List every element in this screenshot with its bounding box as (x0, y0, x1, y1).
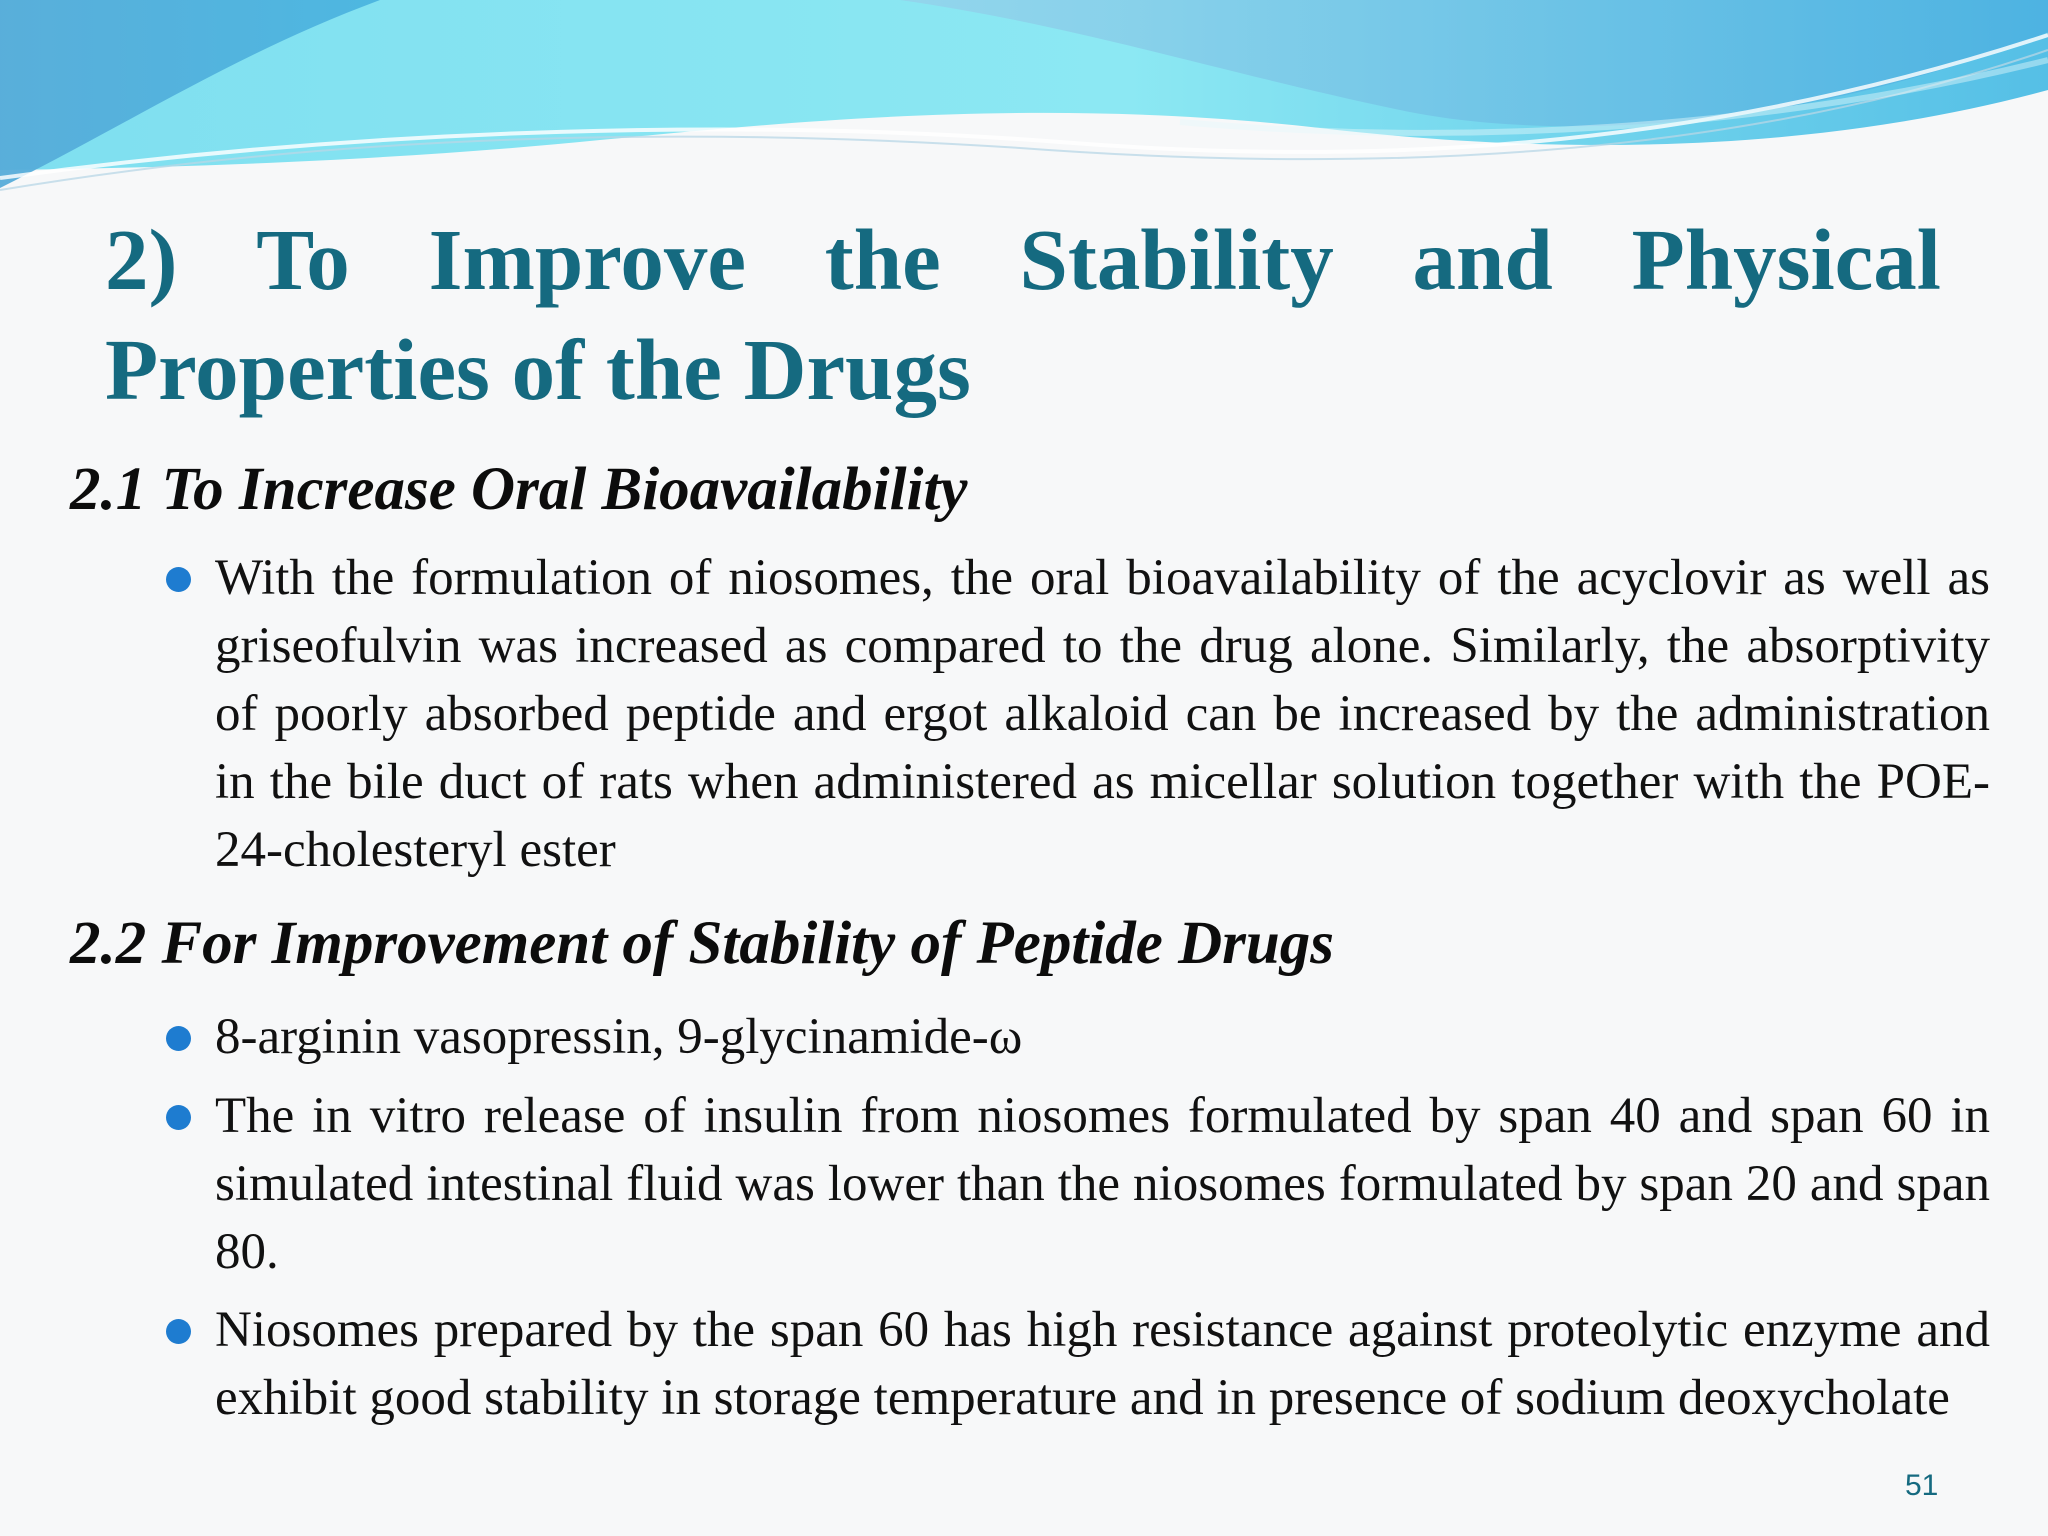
decorative-wave-banner (0, 0, 2048, 240)
title-word: To (256, 211, 350, 308)
bullet-text: With the formulation of niosomes, the oral bioavailability of the acyclovir as well as griseofulvin was increased as compared to the drug alone. Similarly, the absorptivity of poorly absorbed peptide and ergot alkaloid can be increased by the administration in the bile duct of rats when administered as micellar solution together with the POE-24-cholesteryl ester (215, 550, 1990, 878)
slide-title-line-1 (105, 205, 1941, 315)
bullet-insulin-release (215, 1082, 1990, 1286)
bullet-oral-bioavailability (215, 544, 1990, 884)
bullet-span-60-stability (215, 1296, 1990, 1432)
bullet-text: Niosomes prepared by the span 60 has high resistance against proteolytic enzyme and exhibit good stability in storage temperature and in presence of sodium deoxycholate (215, 1302, 1990, 1426)
title-word: Improve (428, 211, 746, 308)
section-heading-peptide-stability: 2.2 For Improvement of Stability of Peptide Drugs (70, 910, 1335, 977)
slide-title (105, 205, 1941, 425)
slide-title-line-2: Properties of the Drugs (105, 321, 971, 418)
title-word: and (1412, 211, 1553, 308)
section-heading-oral-bioavailability: 2.1 To Increase Oral Bioavailability (70, 456, 968, 523)
bullet-text: 8-arginin vasopressin, 9-glycinamide-ω (215, 1009, 1023, 1065)
bullet-dot-icon (166, 1105, 191, 1130)
bullet-text: The in vitro release of insulin from niosomes formulated by span 40 and span 60 in simulated intestinal fluid was lower than the niosomes formulated by span 20 and span 80. (215, 1088, 1990, 1280)
bullet-vasopressin (215, 1003, 1990, 1071)
bullet-dot-icon (166, 1319, 191, 1344)
bullet-dot-icon (166, 567, 191, 592)
page-number: 51 (1905, 1469, 1939, 1502)
title-word: Physical (1631, 211, 1941, 308)
title-word: Stability (1019, 211, 1334, 308)
title-word: the (824, 211, 941, 308)
bullet-dot-icon (166, 1026, 191, 1051)
title-word: 2) (105, 211, 178, 308)
